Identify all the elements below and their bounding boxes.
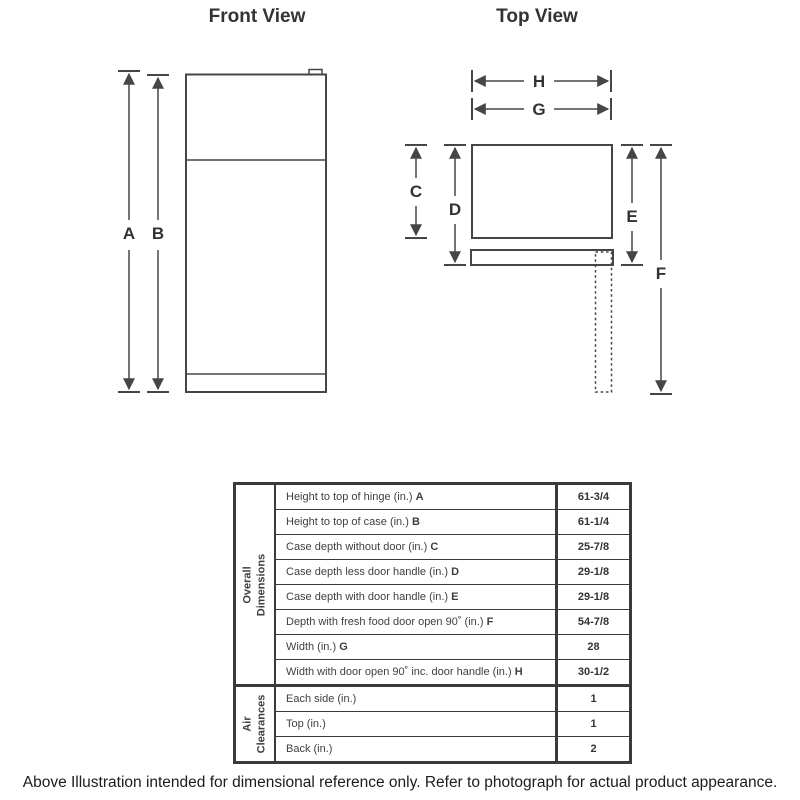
- spec-value: 1: [557, 686, 631, 712]
- page-footer-note: Above Illustration intended for dimensional reference only. Refer to photograph for actual product appearance.: [22, 774, 778, 791]
- table-row: [235, 686, 631, 712]
- spec-value: 25-7/8: [557, 535, 631, 560]
- dim-label-c: C: [409, 182, 423, 201]
- section-label-overall-dimensions: Overall Dimensions: [235, 484, 276, 686]
- spec-label: Back (in.): [275, 737, 557, 763]
- table-row: [235, 535, 631, 560]
- spec-value: 61-3/4: [557, 484, 631, 510]
- spec-label: Depth with fresh food door open 90˚ (in.) F: [275, 610, 557, 635]
- table-row: [235, 484, 631, 510]
- table-row: [235, 737, 631, 763]
- spec-value: 54-7/8: [557, 610, 631, 635]
- table-row: [235, 712, 631, 737]
- spec-label: Case depth with door handle (in.) E: [275, 585, 557, 610]
- top-view-drawing: [471, 145, 613, 392]
- front-view-title: Front View: [208, 6, 306, 27]
- spec-value: 30-1/2: [557, 660, 631, 686]
- dim-label-e: E: [626, 207, 638, 226]
- spec-label: Height to top of case (in.) B: [275, 510, 557, 535]
- table-row: [235, 560, 631, 585]
- top-view-title: Top View: [496, 6, 578, 27]
- dim-label-a: A: [122, 224, 136, 243]
- table-row: [235, 510, 631, 535]
- dimensions-table: [233, 482, 632, 764]
- section-label-air-clearances: Air Clearances: [235, 686, 276, 763]
- table-row: [235, 635, 631, 660]
- spec-label: Width (in.) G: [275, 635, 557, 660]
- dim-label-g: G: [532, 100, 546, 119]
- case-top-outline: [472, 145, 612, 238]
- air-clearances-section: [235, 686, 631, 763]
- door-top-outline: [471, 250, 613, 265]
- dim-label-h: H: [532, 72, 546, 91]
- spec-value: 2: [557, 737, 631, 763]
- table-row: [235, 610, 631, 635]
- spec-label: Top (in.): [275, 712, 557, 737]
- door-open-dashed-outline: [596, 252, 612, 392]
- table-row: [235, 585, 631, 610]
- spec-label: Width with door open 90˚ inc. door handle (in.) H: [275, 660, 557, 686]
- spec-label: Case depth without door (in.) C: [275, 535, 557, 560]
- dim-label-f: F: [655, 264, 667, 283]
- dim-arrow-e: [621, 145, 643, 265]
- spec-value: 28: [557, 635, 631, 660]
- spec-label: Height to top of hinge (in.) A: [275, 484, 557, 510]
- front-view-drawing: [186, 70, 326, 393]
- spec-value: 61-1/4: [557, 510, 631, 535]
- dim-label-b: B: [151, 224, 165, 243]
- spec-label: Each side (in.): [275, 686, 557, 712]
- table-row: [235, 660, 631, 686]
- dim-label-d: D: [448, 200, 462, 219]
- spec-label: Case depth less door handle (in.) D: [275, 560, 557, 585]
- overall-dimensions-section: [235, 484, 631, 686]
- spec-value: 29-1/8: [557, 560, 631, 585]
- fridge-front-outline: [186, 75, 326, 393]
- spec-value: 29-1/8: [557, 585, 631, 610]
- spec-value: 1: [557, 712, 631, 737]
